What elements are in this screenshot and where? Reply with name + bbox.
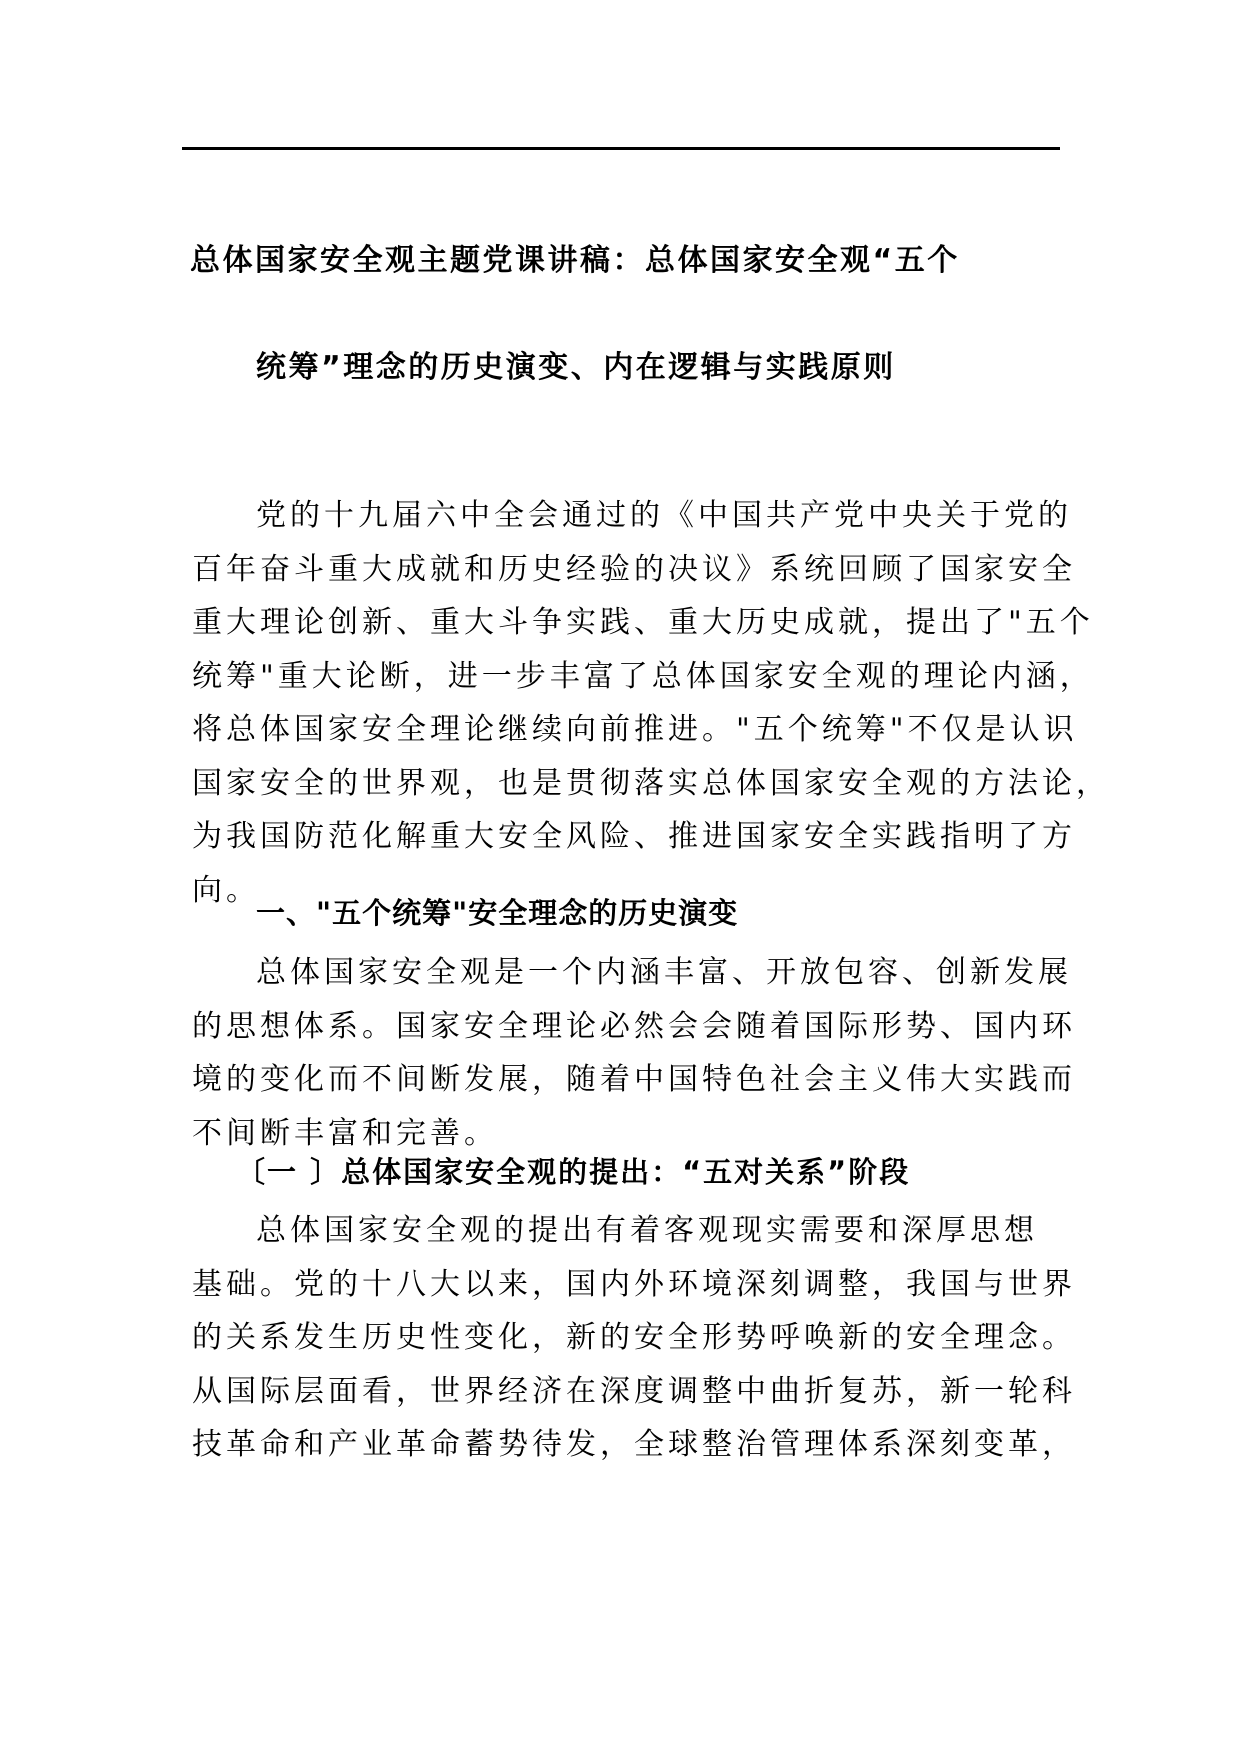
paragraph-line: 总体国家安全观是一个内涵丰富、开放包容、创新发展 <box>256 955 1072 990</box>
section-heading-1: 一、"五个统筹"安全理念的历史演变 <box>256 896 739 930</box>
paragraph-line: 的关系发生历史性变化，新的安全形势呼唤新的安全理念。 <box>192 1320 1076 1355</box>
paragraph-line: 不间断丰富和完善。 <box>192 1115 498 1151</box>
paragraph-line: 境的变化而不间断发展，随着中国特色社会主义伟大实践而 <box>192 1062 1076 1097</box>
paragraph-line: 国家安全的世界观，也是贯彻落实总体国家安全观的方法论， <box>192 765 1110 801</box>
paragraph-line: 统筹"重大论断，进一步丰富了总体国家安全观的理论内涵， <box>192 658 1094 694</box>
paragraph-line: 技革命和产业革命蓄势待发，全球整治管理体系深刻变革， <box>192 1427 1076 1462</box>
subsection-1-paragraph <box>192 1204 1076 1472</box>
paragraph-line: 向。 <box>192 872 260 908</box>
paragraph-line: 百年奋斗重大成就和历史经验的决议》系统回顾了国家安全 <box>192 551 1076 587</box>
paragraph-line: 的思想体系。国家安全理论必然会会随着国际形势、国内环 <box>192 1008 1076 1044</box>
paragraph-line: 重大理论创新、重大斗争实践、重大历史成就，提出了"五个 <box>192 605 1094 640</box>
paragraph-line: 将总体国家安全理论继续向前推进。"五个统筹"不仅是认识 <box>192 712 1078 747</box>
paragraph-line: 党的十九届六中全会通过的《中国共产党中央关于党的 <box>256 498 1072 533</box>
document-title-line-2: 统筹”理念的历史演变、内在逻辑与实践原则 <box>256 350 896 385</box>
section-1-paragraph <box>192 946 1076 1160</box>
paragraph-line: 总体国家安全观的提出有着客观现实需要和深厚思想 <box>256 1213 1038 1248</box>
document-title-line-1: 总体国家安全观主题党课讲稿：总体国家安全观“五个 <box>190 243 960 278</box>
subsection-heading-1: 〔一 〕总体国家安全观的提出：“五对关系”阶段 <box>236 1155 911 1189</box>
paragraph-line: 为我国防范化解重大安全风险、推进国家安全实践指明了方 <box>192 819 1076 854</box>
paragraph-line: 从国际层面看，世界经济在深度调整中曲折复苏，新一轮科 <box>192 1373 1076 1409</box>
intro-paragraph <box>192 489 1110 917</box>
header-rule <box>182 147 1060 150</box>
paragraph-line: 基础。党的十八大以来，国内外环境深刻调整，我国与世界 <box>192 1266 1076 1302</box>
